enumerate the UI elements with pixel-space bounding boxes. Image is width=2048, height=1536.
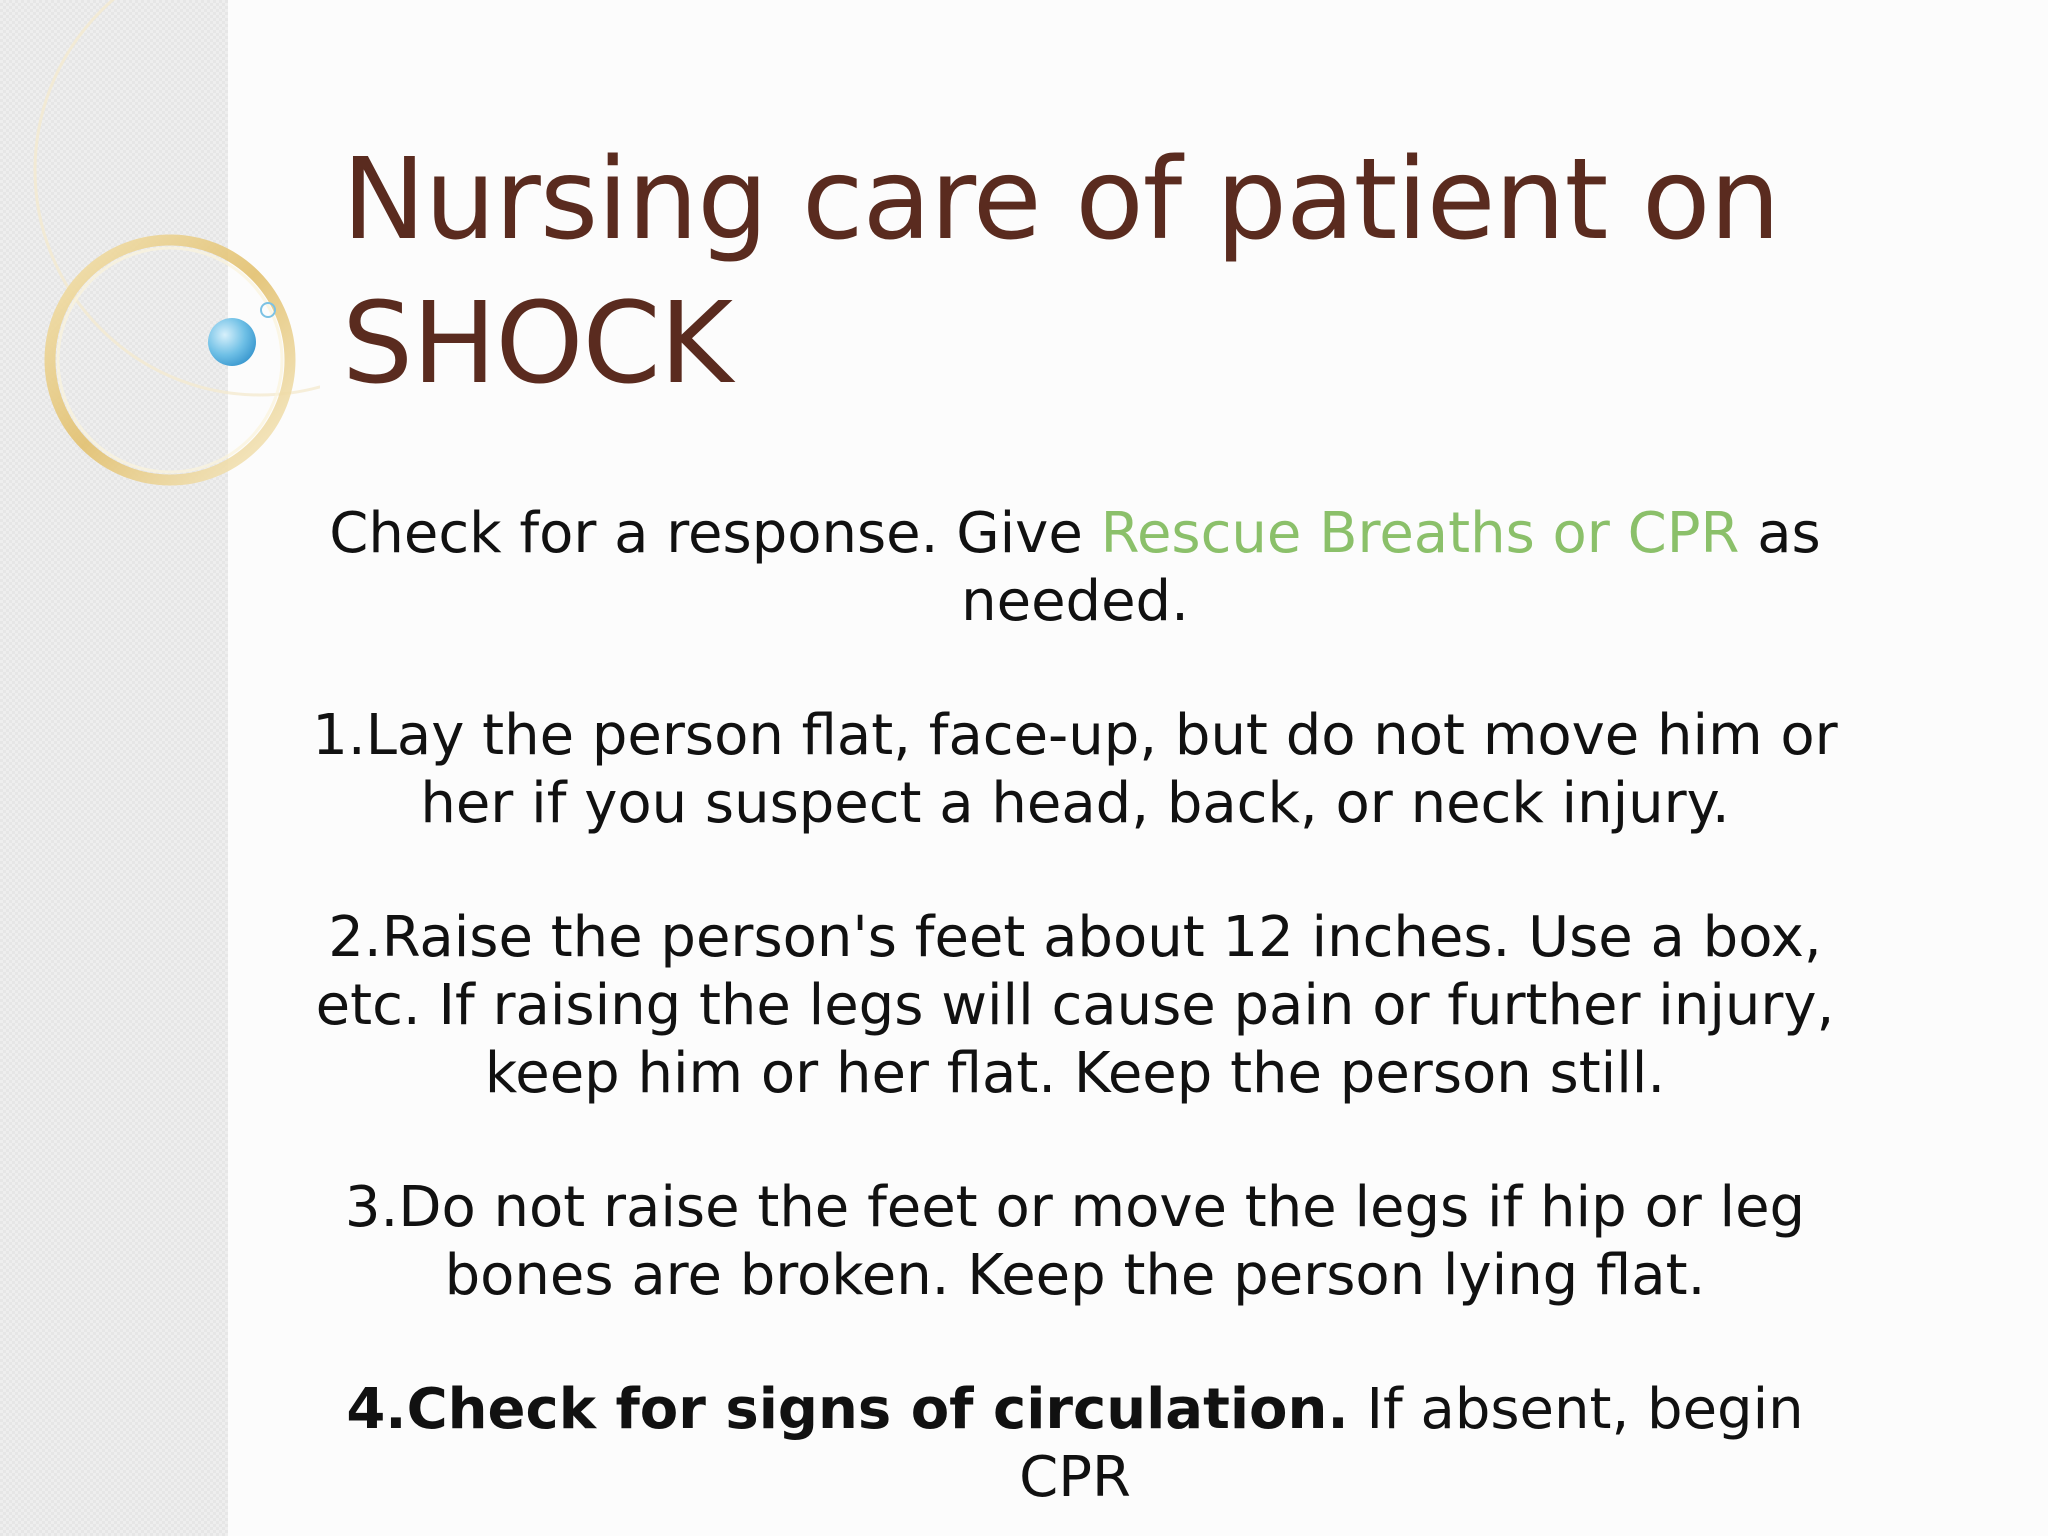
step-3: 3.Do not raise the feet or move the legs if hip or leg bones are broken. Keep the person lying flat. <box>344 1175 1806 1308</box>
step-1: 1.Lay the person flat, face-up, but do not move him or her if you suspect a head, back, or neck injury. <box>312 703 1838 836</box>
intro-text: Check for a response. Give <box>329 501 1101 566</box>
rescue-breaths-link[interactable]: Rescue Breaths or CPR <box>1100 501 1740 566</box>
intro-paragraph <box>300 500 1850 636</box>
step-4-text: If absent, begin CPR <box>1019 1377 1804 1510</box>
slide-body <box>300 500 1850 1536</box>
blue-bubble-icon <box>208 318 256 366</box>
intro-text-end: as needed. <box>961 501 1821 634</box>
gold-ring-ornament-icon <box>0 0 320 520</box>
step-4 <box>300 1376 1850 1512</box>
title-line-1: Nursing care of patient on <box>342 135 1780 265</box>
title-line-2: SHOCK <box>342 279 733 409</box>
step-4-heading: 4.Check for signs of circulation. <box>346 1377 1349 1442</box>
step-2: 2.Raise the person's feet about 12 inches. Use a box, etc. If raising the legs will cause pain or further injury, keep him or her flat. Keep the person still. <box>315 905 1835 1106</box>
slide-title <box>342 128 1942 416</box>
